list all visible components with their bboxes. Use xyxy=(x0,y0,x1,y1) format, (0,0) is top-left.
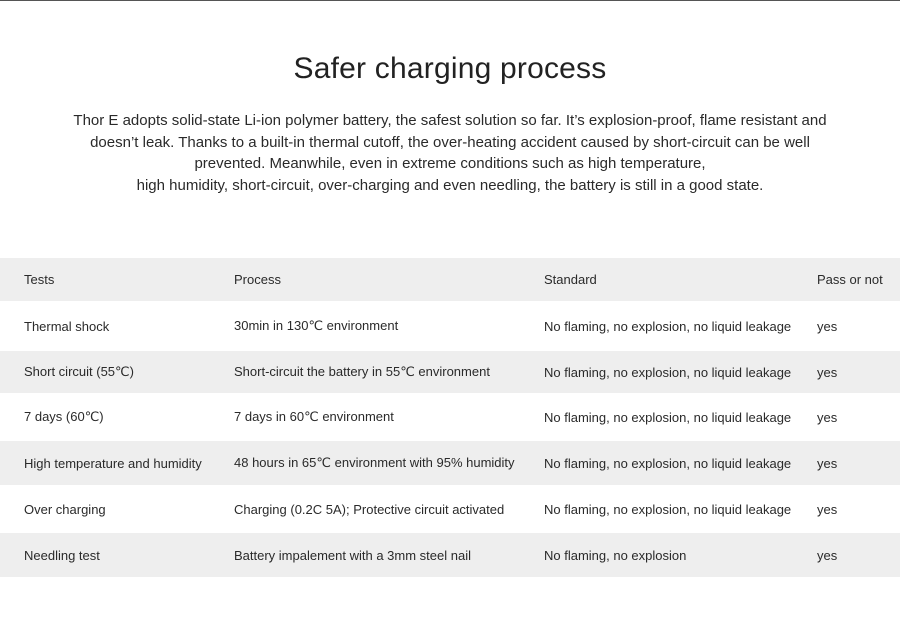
cell-pass: yes xyxy=(817,409,838,425)
cell-standard: No flaming, no explosion, no liquid leakage xyxy=(544,409,792,425)
cell-process: 48 hours in 65℃ environment with 95% humidity xyxy=(234,455,515,470)
cell-pass: yes xyxy=(817,547,838,563)
header-process: Process xyxy=(234,272,281,287)
top-divider xyxy=(0,0,900,1)
cell-pass: yes xyxy=(817,364,838,380)
cell-test: Thermal shock xyxy=(24,318,110,334)
description-line: prevented. Meanwhile, even in extreme conditions such as high temperature, xyxy=(194,155,706,172)
cell-pass: yes xyxy=(817,318,838,334)
table-row xyxy=(0,441,900,485)
page-title: Safer charging process xyxy=(293,52,607,85)
table-row xyxy=(0,485,900,533)
cell-process: Charging (0.2C 5A); Protective circuit activated xyxy=(234,501,505,517)
cell-process: Battery impalement with a 3mm steel nail xyxy=(234,547,471,563)
cell-pass: yes xyxy=(817,501,838,517)
cell-process: 30min in 130℃ environment xyxy=(234,318,399,333)
cell-test: 7 days (60℃) xyxy=(24,409,104,424)
cell-standard: No flaming, no explosion, no liquid leakage xyxy=(544,455,792,471)
header-standard: Standard xyxy=(544,272,597,287)
cell-test: Short circuit (55℃) xyxy=(24,364,134,379)
table-row xyxy=(0,393,900,441)
cell-pass: yes xyxy=(817,455,838,471)
cell-test: Needling test xyxy=(24,547,100,563)
table-header-row xyxy=(0,258,900,301)
cell-standard: No flaming, no explosion, no liquid leakage xyxy=(544,318,792,334)
description xyxy=(60,110,840,196)
cell-standard: No flaming, no explosion xyxy=(544,547,687,563)
cell-standard: No flaming, no explosion, no liquid leakage xyxy=(544,364,792,380)
description-line: high humidity, short-circuit, over-charging and even needling, the battery is still in a good state. xyxy=(136,176,764,194)
header-pass: Pass or not xyxy=(817,272,883,287)
cell-process: Short-circuit the battery in 55℃ environment xyxy=(234,364,490,379)
cell-test: Over charging xyxy=(24,501,106,517)
cell-standard: No flaming, no explosion, no liquid leakage xyxy=(544,501,792,517)
table-row xyxy=(0,533,900,577)
description-line: doesn’t leak. Thanks to a built-in thermal cutoff, the over-heating accident caused by short-circuit can be well xyxy=(90,133,810,151)
header-tests: Tests xyxy=(24,272,55,287)
description-line: Thor E adopts solid-state Li-ion polymer battery, the safest solution so far. It’s explosion-proof, flame resistant and xyxy=(73,112,827,129)
cell-test: High temperature and humidity xyxy=(24,455,202,471)
battery-test-table xyxy=(0,258,900,577)
cell-process: 7 days in 60℃ environment xyxy=(234,409,394,424)
table-row xyxy=(0,351,900,393)
table-row xyxy=(0,301,900,351)
